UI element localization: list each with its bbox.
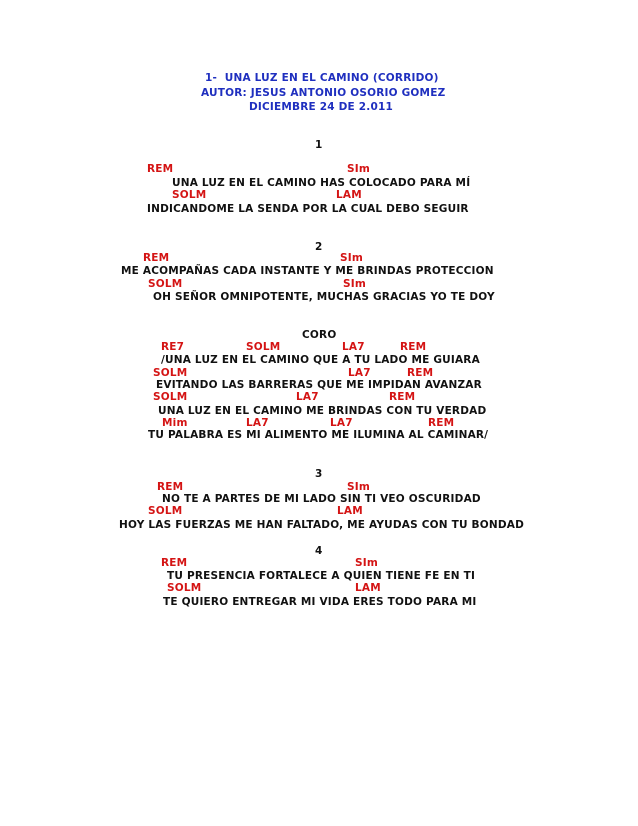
chord: LA7 [348,367,371,379]
chord: REM [161,557,188,569]
chord: SIm [340,252,364,264]
lyric-line: UNA LUZ EN EL CAMINO ME BRINDAS CON TU VERDAD [158,405,487,417]
song-title: 1- UNA LUZ EN EL CAMINO (CORRIDO) [205,72,439,84]
chord: LA7 [342,341,365,353]
chord: SOLM [153,367,188,379]
lyric-line: TU PRESENCIA FORTALECE A QUIEN TIENE FE EN TI [167,570,476,582]
chord: LAM [337,505,363,517]
chorus-label: CORO [302,329,337,341]
chord: REM [428,417,455,429]
chord: SOLM [148,505,183,517]
lyric-line: TE QUIERO ENTREGAR MI VIDA ERES TODO PARA MI [163,596,477,608]
song-date: DICIEMBRE 24 DE 2.011 [249,101,393,113]
chord: SOLM [148,278,183,290]
verse-number: 2 [315,241,323,253]
chord: LAM [336,189,362,201]
chord: RE7 [161,341,185,353]
lyric-line: NO TE A PARTES DE MI LADO SIN TI VEO OSCURIDAD [162,493,481,505]
chord: REM [143,252,170,264]
chord: LAM [355,582,381,594]
verse-number: 3 [315,468,323,480]
chord: LA7 [296,391,319,403]
lyric-line: INDICANDOME LA SENDA POR LA CUAL DEBO SEGUIR [147,203,469,215]
chord: REM [407,367,434,379]
song-author: AUTOR: JESUS ANTONIO OSORIO GOMEZ [201,87,446,99]
chord: Mim [162,417,188,429]
chord: LA7 [330,417,353,429]
lyric-line: EVITANDO LAS BARRERAS QUE ME IMPIDAN AVANZAR [156,379,482,391]
chord: REM [400,341,427,353]
chord: SIm [343,278,367,290]
lyric-line: OH SEÑOR OMNIPOTENTE, MUCHAS GRACIAS YO TE DOY [153,291,495,303]
lyric-line: HOY LAS FUERZAS ME HAN FALTADO, ME AYUDAS CON TU BONDAD [119,519,525,531]
verse-number: 4 [315,545,323,557]
chord: SIm [347,163,371,175]
chord: SOLM [167,582,202,594]
chord: SOLM [172,189,207,201]
chord: REM [147,163,174,175]
chord: SIm [355,557,379,569]
lyric-line: ME ACOMPAÑAS CADA INSTANTE Y ME BRINDAS PROTECCION [121,265,494,277]
chord: SOLM [153,391,188,403]
lyric-line: TU PALABRA ES MI ALIMENTO ME ILUMINA AL CAMINAR/ [148,429,489,441]
chord: LA7 [246,417,269,429]
chord: SOLM [246,341,281,353]
chord: REM [389,391,416,403]
lyric-line: /UNA LUZ EN EL CAMINO QUE A TU LADO ME GUIARA [161,354,480,366]
lyric-line: UNA LUZ EN EL CAMINO HAS COLOCADO PARA MÍ [172,177,471,189]
verse-number: 1 [315,139,323,151]
chord: REM [157,481,184,493]
chord: SIm [347,481,371,493]
